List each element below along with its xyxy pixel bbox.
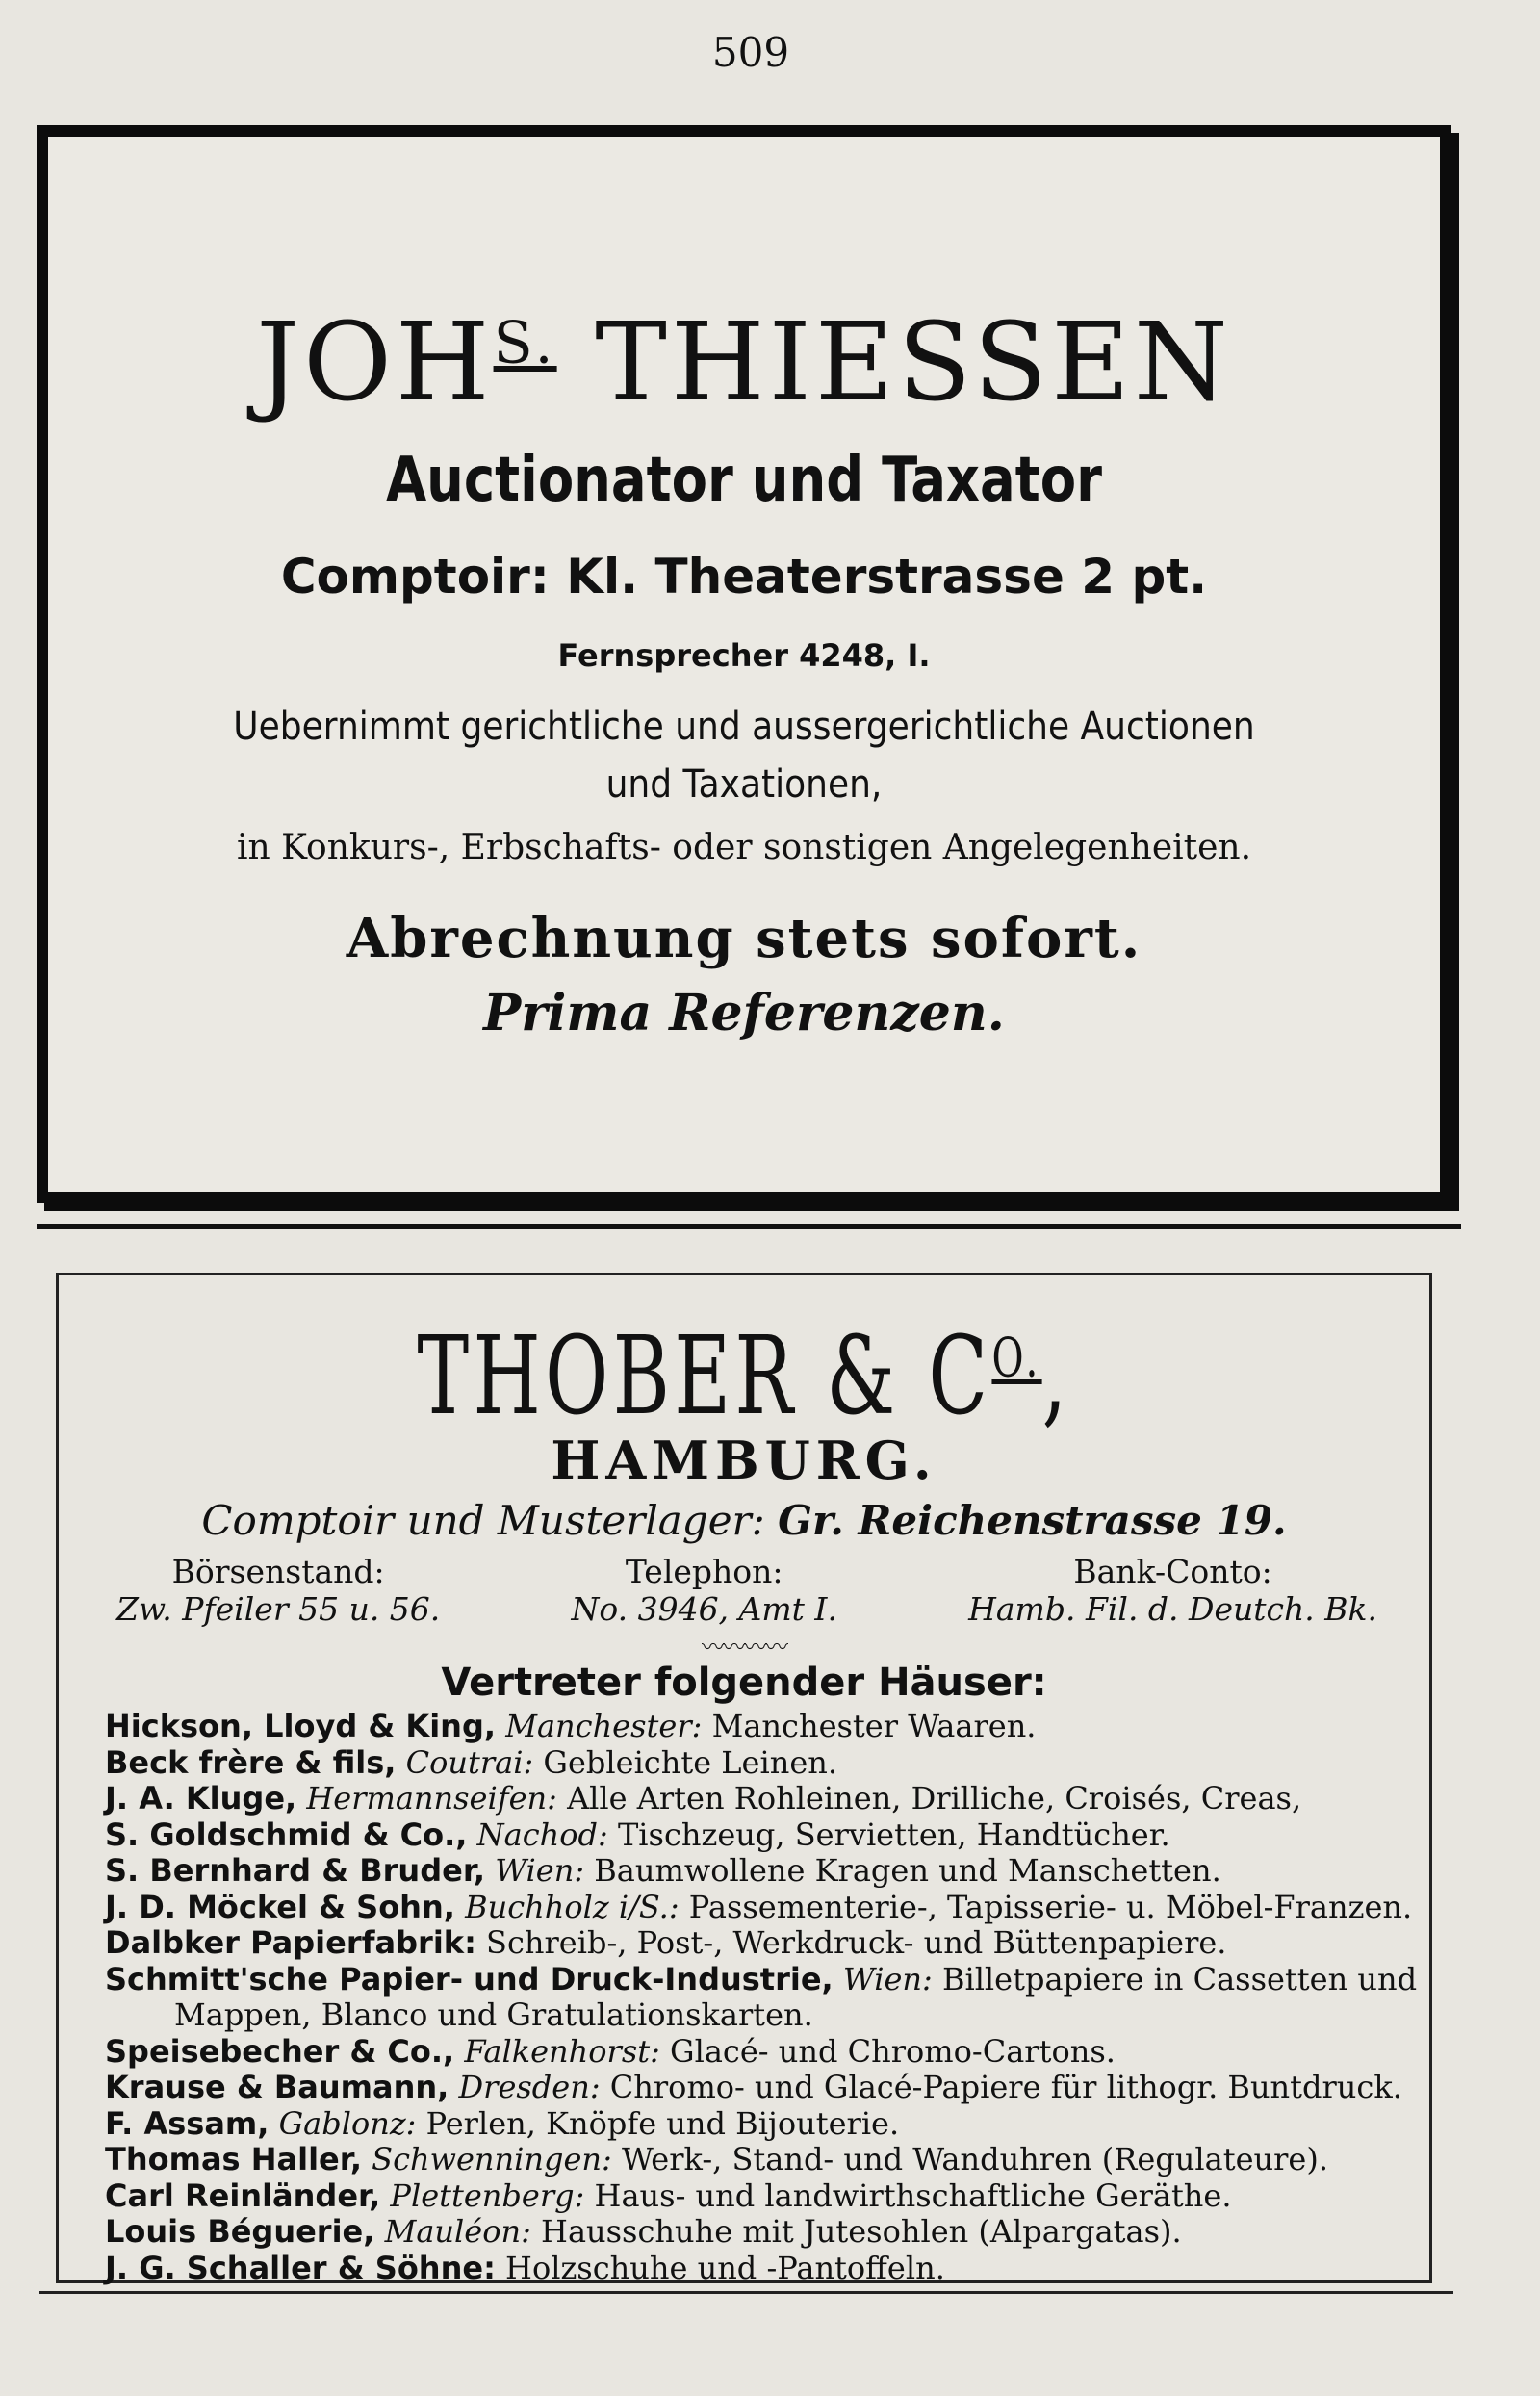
company-place: Schwenningen: — [372, 2141, 612, 2177]
company-goods: Alle Arten Rohleinen, Drilliche, Croisés, Creas, — [567, 1780, 1302, 1816]
list-item — [105, 2070, 1414, 2106]
company-goods: Schreib-, Post-, Werkdruck- und Büttenpapiere. — [486, 1924, 1227, 1961]
list-item — [105, 2142, 1414, 2178]
ad-slogan: Abrechnung stets sofort. — [346, 907, 1142, 970]
ad-text-line: Uebernimmt gerichtliche und aussergerichtliche Auctionen — [233, 705, 1255, 749]
company-goods: Baumwollene Kragen und Manschetten. — [594, 1852, 1221, 1889]
company-place: Wien: — [495, 1852, 585, 1889]
list-item — [105, 1817, 1414, 1854]
company-goods: Mappen, Blanco und Gratulationskarten. — [174, 1997, 813, 2033]
company-place: Manchester: — [505, 1708, 703, 1744]
contact-column: Bank-Conto: Hamb. Fil. d. Deutch. Bk. — [968, 1553, 1377, 1628]
contact-column: Telephon: No. 3946, Amt I. — [571, 1553, 837, 1628]
list-item — [105, 2178, 1414, 2215]
company-goods: Tischzeug, Servietten, Handtücher. — [617, 1816, 1170, 1853]
list-item — [105, 2106, 1414, 2143]
company-name: S. Bernhard & Bruder, — [105, 1852, 486, 1889]
company-place: Nachod: — [476, 1816, 608, 1853]
list-item — [105, 1997, 1414, 2034]
company-goods: Glacé- und Chromo-Cartons. — [670, 2032, 1116, 2070]
company-place: Falkenhorst: — [464, 2032, 660, 2070]
company-goods: Passementerie-, Tapisserie- u. Möbel-Franzen. — [688, 1888, 1413, 1925]
ad-text-line: in Konkurs-, Erbschafts- oder sonstigen Angelegenheiten. — [236, 828, 1252, 867]
company-place: Plettenberg: — [390, 2177, 585, 2214]
company-place: Wien: — [842, 1960, 933, 1997]
wave-ornament: 〰〰〰〰 — [702, 1634, 786, 1661]
company-goods: Haus- und landwirthschaftliche Geräthe. — [594, 2177, 1232, 2214]
company-name: Louis Béguerie, — [105, 2213, 375, 2250]
ad-title: $JOH^{S.}$ THIESSEN — [256, 300, 1232, 425]
company-goods: Manchester Waaren. — [711, 1708, 1037, 1744]
ad-city: HAMBURG. — [551, 1430, 937, 1491]
list-item — [105, 1960, 1418, 1998]
ad-subtitle: Auctionator und Taxator — [386, 445, 1102, 516]
ad-phone: Fernsprecher 4248, I. — [557, 637, 931, 674]
company-goods: Werk-, Stand- und Wanduhren (Regulateure). — [621, 2141, 1329, 2177]
company-goods: Billetpapiere in Cassetten und — [941, 1960, 1418, 1997]
list-item — [105, 1745, 1414, 1782]
company-name: Krause & Baumann, — [105, 2069, 449, 2105]
company-goods: Hausschuhe mit Jutesohlen (Alpargatas). — [541, 2213, 1182, 2250]
company-name: Hickson, Lloyd & King, — [105, 1708, 497, 1744]
company-goods: Chromo- und Glacé-Papiere für lithogr. Buntdruck. — [609, 2069, 1402, 2105]
list-item — [105, 1890, 1414, 1926]
list-item — [105, 1709, 1414, 1745]
company-name: Speisebecher & Co., — [105, 2032, 455, 2070]
list-item — [105, 2251, 1414, 2287]
company-name: Schmitt'sche Papier- und Druck-Industrie, — [105, 1960, 834, 1997]
thober-advertisement — [56, 1273, 1432, 2286]
company-place: Hermannseifen: — [306, 1780, 557, 1816]
list-item — [105, 1781, 1414, 1817]
company-place: Coutrai: — [405, 1743, 534, 1781]
separator-rule — [37, 1224, 1461, 1229]
company-name: Dalbker Papierfabrik: — [105, 1924, 476, 1961]
company-goods: Holzschuhe und -Pantoffeln. — [505, 2249, 945, 2286]
company-name: Carl Reinländer, — [105, 2177, 381, 2214]
list-item — [105, 1925, 1414, 1962]
company-name: S. Goldschmid & Co., — [105, 1816, 468, 1853]
page-number: 509 — [711, 29, 790, 76]
company-place: Mauléon: — [384, 2213, 531, 2250]
list-item — [105, 2034, 1414, 2071]
company-place: Buchholz i/S.: — [465, 1888, 680, 1925]
company-goods: Gebleichte Leinen. — [543, 1743, 838, 1781]
company-place: Dresden: — [458, 2069, 601, 2105]
contact-column: Börsenstand: Zw. Pfeiler 55 u. 56. — [116, 1553, 441, 1628]
company-name: J. A. Kluge, — [105, 1780, 297, 1816]
ad-address: Comptoir: Kl. Theaterstrasse 2 pt. — [280, 549, 1208, 605]
company-name: Beck frère & fils, — [105, 1743, 397, 1781]
company-name: F. Assam, — [105, 2104, 270, 2142]
company-goods: Perlen, Knöpfe und Bijouterie. — [425, 2104, 900, 2142]
list-item — [105, 1853, 1414, 1890]
ad-address: Comptoir und Musterlager: Gr. Reichenstrasse 19. — [201, 1497, 1287, 1544]
company-name: J. D. Möckel & Sohn, — [105, 1888, 455, 1925]
list-heading: Vertreter folgender Häuser: — [441, 1661, 1047, 1705]
contact-columns — [116, 1553, 1377, 1628]
thiessen-advertisement — [37, 125, 1451, 1203]
representative-list — [105, 1708, 1418, 2286]
company-name: J. G. Schaller & Söhne: — [105, 2249, 496, 2286]
company-name: Thomas Haller, — [105, 2141, 362, 2177]
company-place: Gablonz: — [278, 2104, 417, 2142]
list-item — [105, 2214, 1414, 2251]
ad-text-line: und Taxationen, — [605, 762, 883, 807]
ad-references: Prima Referenzen. — [483, 984, 1005, 1043]
ad-title: THOBER & $C^{O.}$, — [417, 1314, 1071, 1439]
bottom-rule — [38, 2291, 1453, 2294]
